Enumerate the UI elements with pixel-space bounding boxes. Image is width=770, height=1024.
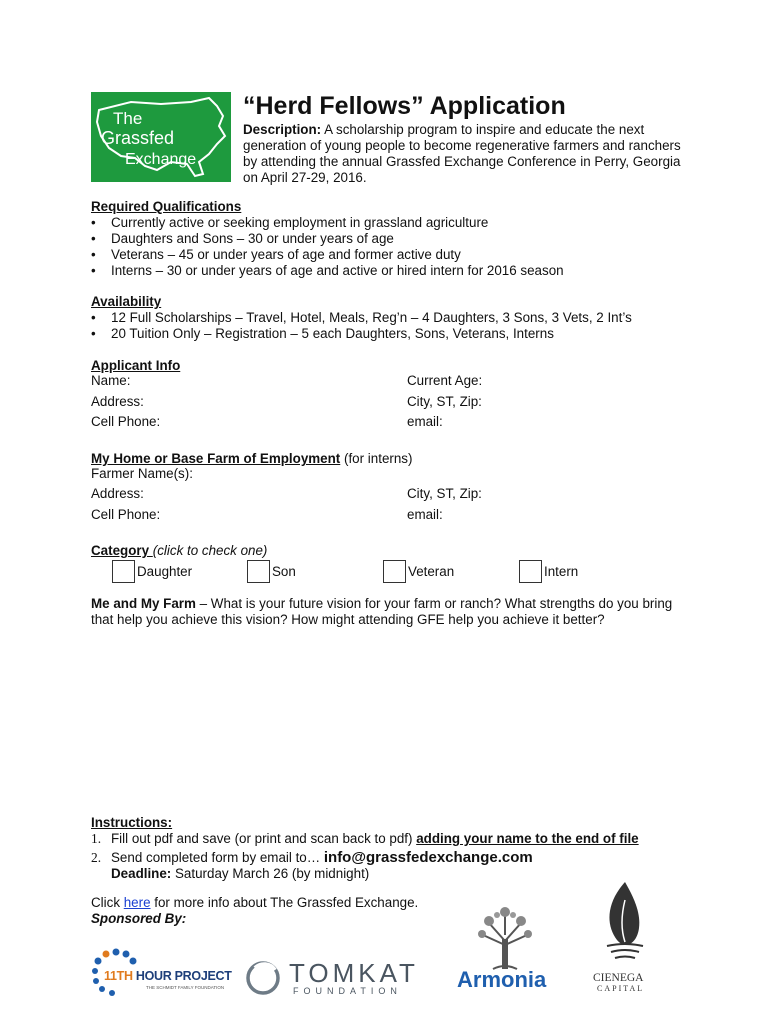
instruction-step-1: 1. Fill out pdf and save (or print and scan back to pdf) adding your name to the end of file	[91, 831, 639, 846]
qualifications-heading: Required Qualifications	[91, 199, 242, 214]
veteran-checkbox[interactable]	[383, 560, 406, 583]
tomkat-circle-icon	[245, 960, 281, 996]
vision-question	[91, 596, 691, 628]
applicant-address-label[interactable]: Address:	[91, 394, 144, 409]
cienega-text: CIENEGA	[593, 972, 644, 984]
daughter-checkbox[interactable]	[112, 560, 135, 583]
farm-city-label[interactable]: City, ST, Zip:	[407, 486, 482, 501]
tomkat-foundation-logo	[245, 960, 425, 1000]
description-label: Description:	[243, 122, 322, 137]
contact-email[interactable]: info@grassfedexchange.com	[323, 849, 533, 866]
list-item: • 20 Tuition Only – Registration – 5 each Daughters, Sons, Veterans, Interns	[91, 326, 554, 341]
bullet: •	[91, 215, 96, 230]
instruction-step-2: 2. Send completed form by email to… info@grassfedexchange.com	[91, 849, 533, 866]
step-number: 2.	[91, 850, 102, 865]
intern-checkbox[interactable]	[519, 560, 542, 583]
bullet: •	[91, 310, 96, 325]
description	[243, 122, 683, 186]
svg-text:Grassfed: Grassfed	[101, 128, 175, 148]
list-item: • Daughters and Sons – 30 or under years of age	[91, 231, 394, 246]
capital-text: CAPITAL	[597, 984, 645, 993]
applicant-email-label[interactable]: email:	[407, 414, 443, 429]
instructions-heading: Instructions:	[91, 815, 173, 830]
list-item: • Veterans – 45 or under years of age and former active duty	[91, 247, 461, 262]
eleventh-hour-text-part2: HOUR PROJECT	[132, 969, 232, 983]
bullet: •	[91, 247, 96, 262]
page-title: “Herd Fellows” Application	[243, 92, 566, 120]
tomkat-text: TOMKAT	[289, 958, 419, 988]
step-number: 1.	[91, 831, 102, 846]
eleventh-hour-subtitle: THE SCHMIDT FAMILY FOUNDATION	[146, 985, 225, 990]
applicant-name-label[interactable]: Name:	[91, 373, 131, 388]
leaf-icon	[585, 880, 665, 965]
eleventh-hour-text-part1: 11TH	[104, 969, 133, 983]
bullet: •	[91, 263, 96, 278]
tomkat-subtitle: FOUNDATION	[293, 986, 402, 996]
category-heading-row	[91, 543, 267, 559]
category-heading: Category	[91, 543, 153, 558]
category-option-daughter[interactable]	[112, 559, 192, 583]
svg-text:Exchange: Exchange	[125, 151, 197, 168]
applicant-phone-label[interactable]: Cell Phone:	[91, 414, 161, 429]
sponsored-by-label: Sponsored By:	[91, 911, 187, 926]
vision-label: Me and My Farm	[91, 596, 196, 611]
availability-heading: Availability	[91, 294, 162, 309]
more-info-link[interactable]: here	[123, 895, 151, 910]
applicant-age-label[interactable]: Current Age:	[407, 373, 483, 388]
bullet: •	[91, 231, 96, 246]
deadline: Deadline: Saturday March 26 (by midnight)	[111, 866, 370, 881]
us-map-logo-icon	[91, 92, 231, 182]
farm-address-label[interactable]: Address:	[91, 486, 144, 501]
svg-text:The: The	[113, 109, 143, 128]
son-checkbox[interactable]	[247, 560, 270, 583]
vision-text: – What is your future vision for your farm or ranch? What strengths do you bring that help you achieve this vision? How might attending GFE help you achieve it better?	[91, 596, 673, 627]
veteran-label: Veteran	[408, 563, 455, 579]
grassfed-exchange-logo	[91, 92, 231, 182]
instructions-section	[91, 815, 639, 882]
qualifications-section	[91, 199, 711, 279]
list-item: • Currently active or seeking employment in grassland agriculture	[91, 215, 489, 230]
farmer-name-label[interactable]: Farmer Name(s):	[91, 466, 193, 481]
category-note: (click to check one)	[152, 543, 268, 558]
list-item: • Interns – 30 or under years of age and active or hired intern for 2016 season	[91, 263, 564, 278]
son-label: Son	[272, 563, 296, 579]
farm-note: (for interns)	[340, 451, 413, 466]
armonia-logo	[455, 905, 555, 1000]
intern-label: Intern	[544, 563, 579, 579]
armonia-text: Armonia	[457, 967, 547, 992]
category-option-veteran[interactable]	[383, 559, 454, 583]
list-item: • 12 Full Scholarships – Travel, Hotel, Meals, Reg’n – 4 Daughters, 3 Sons, 3 Vets, 2 Int’s	[91, 310, 632, 325]
availability-section	[91, 294, 711, 342]
farm-phone-label[interactable]: Cell Phone:	[91, 507, 161, 522]
applicant-heading: Applicant Info	[91, 358, 181, 373]
cienega-capital-logo	[585, 880, 665, 1000]
applicant-city-label[interactable]: City, ST, Zip:	[407, 394, 482, 409]
farm-heading: My Home or Base Farm of Employment	[91, 451, 341, 466]
bullet: •	[91, 326, 96, 341]
category-option-intern[interactable]	[519, 559, 578, 583]
category-option-son[interactable]	[247, 559, 296, 583]
vision-answer-area[interactable]	[91, 634, 691, 804]
daughter-label: Daughter	[137, 563, 193, 579]
more-info-line: Click here for more info about The Grassfed Exchange.	[91, 895, 419, 910]
eleventh-hour-project-logo	[90, 948, 232, 998]
tree-icon	[455, 905, 555, 975]
description-text: A scholarship program to inspire and educate the next generation of young people to become regenerative farmers and ranchers by attending the annual Grassfed Exchange Conference in Perry, Georgia on April 27-29, 2016.	[243, 122, 681, 185]
farm-email-label[interactable]: email:	[407, 507, 443, 522]
farm-heading-row	[91, 451, 412, 467]
